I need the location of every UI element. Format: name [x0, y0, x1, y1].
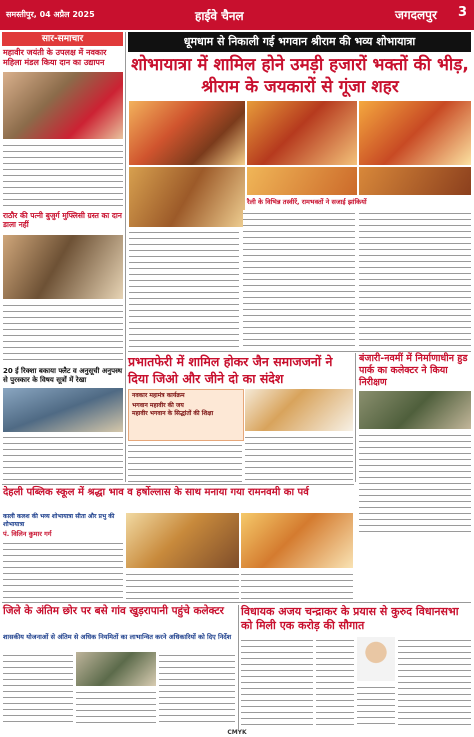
story4-body-1 [3, 540, 123, 600]
masthead-date: समस्तीपुर, 04 अप्रैल 2025 [6, 10, 95, 19]
bottom-right-body-1 [241, 637, 313, 727]
left-body-1 [3, 142, 123, 208]
left-headline-2: राठौर की पत्नी बुजुर्ग मुफ्लिसी ग्रस्त का दान डाला नहीं [3, 211, 122, 229]
masthead-center: हाईवे चैनल [195, 9, 244, 23]
left-photo-1 [3, 72, 123, 139]
main-photo-6 [359, 167, 471, 195]
story2-bullet-1: नवकार महामंत्र कार्यक्रम [132, 392, 185, 399]
left-body-2 [3, 302, 123, 364]
story4-body-2 [126, 571, 239, 600]
story2-body-2 [245, 434, 353, 482]
bottom-left-headline: जिले के अंतिम छोर पर बसे गांव खुड़रापानी पहुंचे कलेक्टर [3, 605, 224, 617]
bottom-left-body-3 [159, 652, 235, 727]
story3-body [359, 432, 471, 532]
main-body-col2 [243, 210, 355, 349]
bottom-left-body-2 [76, 689, 156, 727]
bottom-right-body-3 [357, 684, 395, 727]
bottom-left-photo [76, 652, 156, 686]
bottom-left-body-1 [3, 652, 73, 727]
story4-body-3 [241, 571, 353, 600]
story4-tag: पं. विलिन कुमार गर्ग [3, 530, 52, 538]
story3-headline: बंजारी-नवमीं में निर्माणाधीन हुड पार्क का कलेक्टर ने किया निरीक्षण [359, 353, 468, 388]
bottom-right-body-2 [316, 637, 354, 727]
main-photo-5 [247, 167, 357, 195]
story2-photo [245, 389, 353, 431]
story2-bullet-box [128, 389, 244, 441]
bottom-right-portrait [357, 637, 395, 681]
left-headline-3: 20 ई रिक्शा बकाया फ्लैट व अनुसूची अनुपस्थ से पुरस्कार के विषय सूत्रों में रेखा [3, 367, 123, 384]
left-photo-2 [3, 235, 123, 299]
section-label: सार-समाचार [2, 32, 123, 46]
main-photo-4 [129, 167, 245, 227]
story4-photo-2 [241, 513, 353, 568]
story2-headline: प्रभातफेरी में शामिल होकर जैन समाजजनों ने दिया जिओ और जीने दो का संदेश [128, 354, 333, 386]
main-body-col1 [129, 229, 239, 349]
story4-photo-1 [126, 513, 239, 568]
main-headline: शोभायात्रा में शामिल होने उमड़ी हजारों भक्तों की भीड़, श्रीराम के जयकारों से गूंजा शहर [131, 55, 469, 97]
page-number: 3 [458, 5, 468, 20]
main-body-col3 [359, 210, 471, 349]
left-body-3 [3, 434, 123, 482]
top-banner: धूमधाम से निकाली गई भगवान श्रीराम की भव्य शोभायात्रा [128, 32, 471, 52]
bottom-right-body-4 [398, 637, 471, 727]
main-photo-2 [247, 101, 357, 165]
story2-bullet-2: भगवान महावीर की जय [132, 402, 184, 409]
main-photo-1 [129, 101, 245, 165]
story2-body-1 [128, 442, 242, 482]
left-photo-3 [3, 388, 123, 432]
story4-sub: काली कलश की भव्य शोभायात्रा सीता और प्रभु की शोभायात्रा [3, 513, 115, 528]
masthead-city: जगदलपुर [395, 8, 437, 22]
footer-cmyk: CMYK [227, 729, 247, 736]
left-headline-1: महावीर जयंती के उपलक्ष में नवकार महिला मंडल किया दान का उद्यापन [3, 48, 107, 67]
story2-bullet-3: महावीर भगवान के सिद्धांतों की शिक्षा [132, 410, 214, 417]
bottom-right-headline: विधायक अजय चन्द्राकर के प्रयास से कुरुद विधानसभा को मिली एक करोड़ की सौगात [241, 605, 459, 632]
photo-caption: रैली के विभिन्न तस्वीरें, रामभक्तों ने सजाई झांकियों [247, 198, 367, 206]
bottom-left-sub: शासकीय योजनाओं से अंतिम से अधिक नियमितों का लाभान्वित करने अधिकारियों को दिए निर्देश [3, 633, 232, 641]
masthead [0, 0, 474, 30]
main-photo-3 [359, 101, 471, 165]
story3-photo [359, 391, 471, 429]
story4-headline: देहली पब्लिक स्कूल में श्रद्धा भाव व हर्षोल्लास के साथ मनाया गया रामनवमी का पर्व [3, 487, 309, 498]
